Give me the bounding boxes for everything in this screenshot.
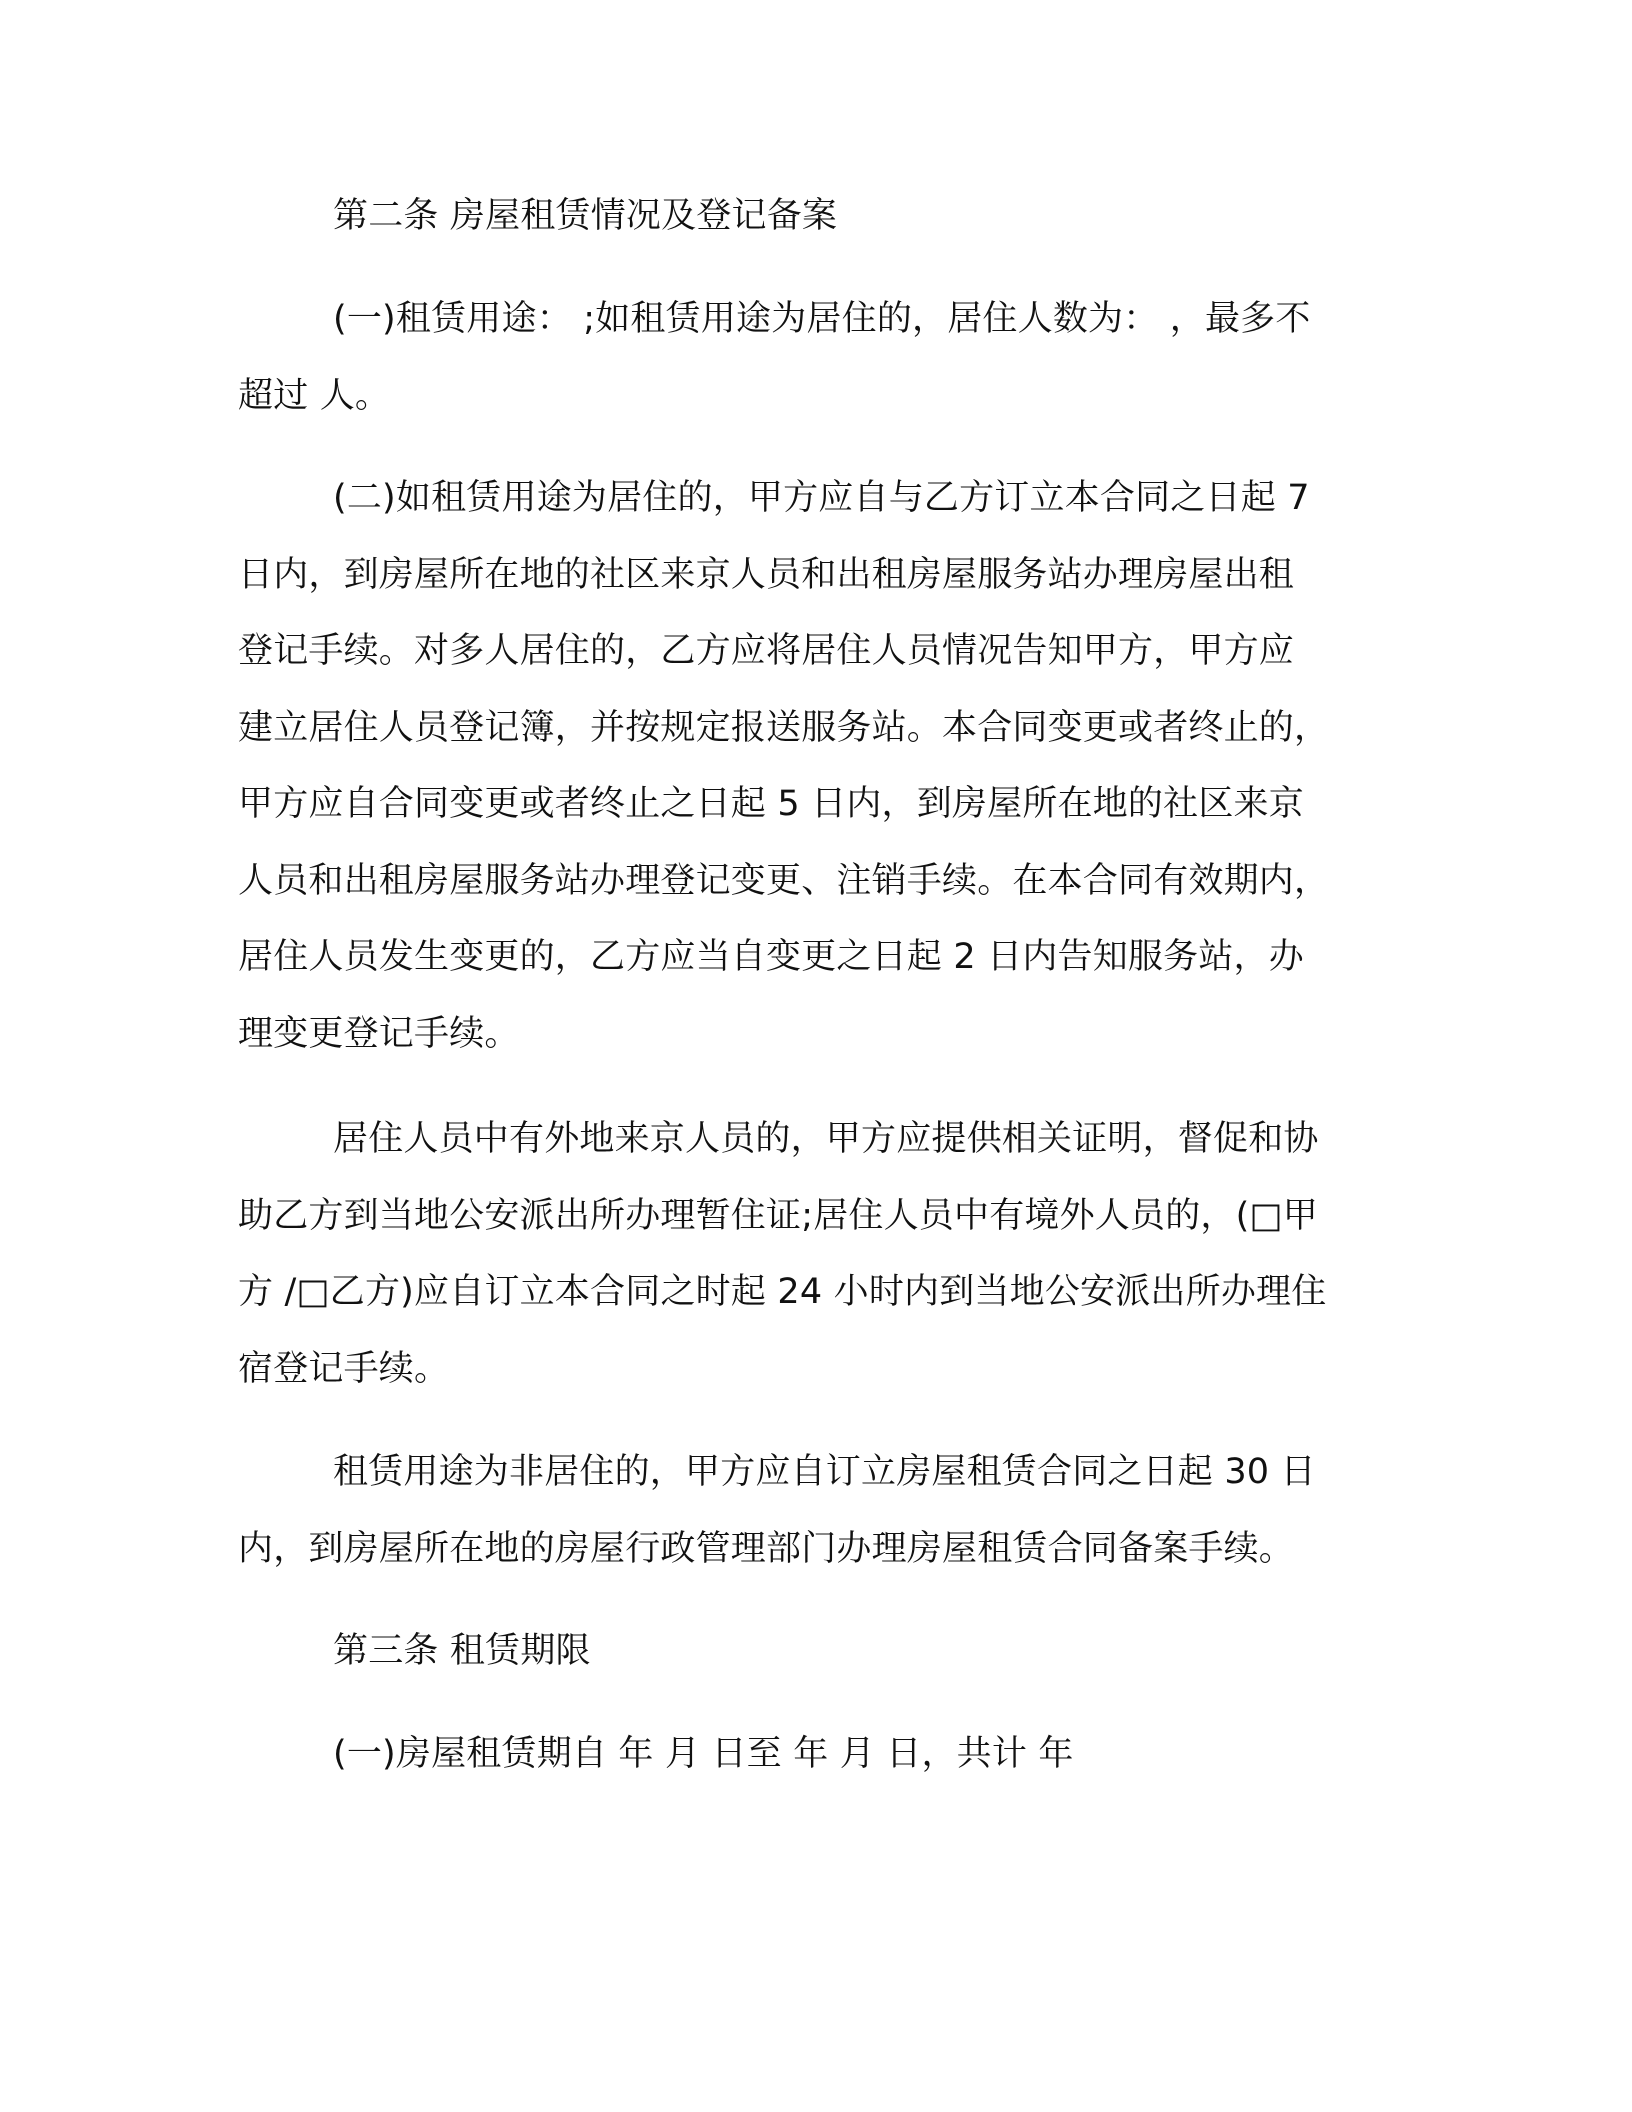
article-2-heading-block [238,178,1374,255]
clause-line: 人员和出租房屋服务站办理登记变更、注销手续。在本合同有效期内， [238,860,1330,901]
nonresidential-paragraph [238,1434,1374,1587]
clause-line: 建立居住人员登记簿，并按规定报送服务站。本合同变更或者终止的， [238,707,1330,748]
article-3-heading: 第三条 租赁期限 [333,1631,591,1671]
article-2-heading: 第二条 房屋租赁情况及登记备案 [333,196,838,236]
clause-line: (二)如租赁用途为居住的，甲方应自与乙方订立本合同之日起 7 [333,478,1310,518]
clause-line: 超过 人。 [238,375,391,416]
clause-line: 日内，到房屋所在地的社区来京人员和出租房屋服务站办理房屋出租 [238,554,1295,595]
paragraph-line: 宿登记手续。 [238,1348,450,1389]
clause-line: 居住人员发生变更的，乙方应当自变更之日起 2 日内告知服务站，办 [238,937,1304,977]
clause-line: 登记手续。对多人居住的，乙方应将居住人员情况告知甲方，甲方应 [238,631,1295,671]
article-3-clause-1 [238,1716,1374,1793]
article-3-heading-block [238,1613,1374,1690]
paragraph-line: 方 /□乙方)应自订立本合同之时起 24 小时内到当地公安派出所办理住 [238,1272,1327,1312]
article-2-clause-2 [238,460,1374,1072]
paragraph-line: 内，到房屋所在地的房屋行政管理部门办理房屋租赁合同备案手续。 [238,1528,1295,1569]
clause-line: 理变更登记手续。 [238,1013,520,1054]
clause-line: 甲方应自合同变更或者终止之日起 5 日内，到房屋所在地的社区来京 [238,784,1304,824]
article-2-clause-1 [238,281,1374,434]
paragraph-line: 居住人员中有外地来京人员的，甲方应提供相关证明，督促和协 [333,1119,1319,1159]
outsiders-paragraph [238,1101,1374,1407]
paragraph-line: 租赁用途为非居住的，甲方应自订立房屋租赁合同之日起 30 日 [333,1452,1316,1492]
paragraph-line: 助乙方到当地公安派出所办理暂住证;居住人员中有境外人员的，(□甲 [238,1195,1318,1236]
clause-line: (一)租赁用途： ;如租赁用途为居住的，居住人数为： ，最多不 [333,299,1311,339]
clause-line: (一)房屋租赁期自 年 月 日至 年 月 日，共计 年 [333,1734,1074,1774]
